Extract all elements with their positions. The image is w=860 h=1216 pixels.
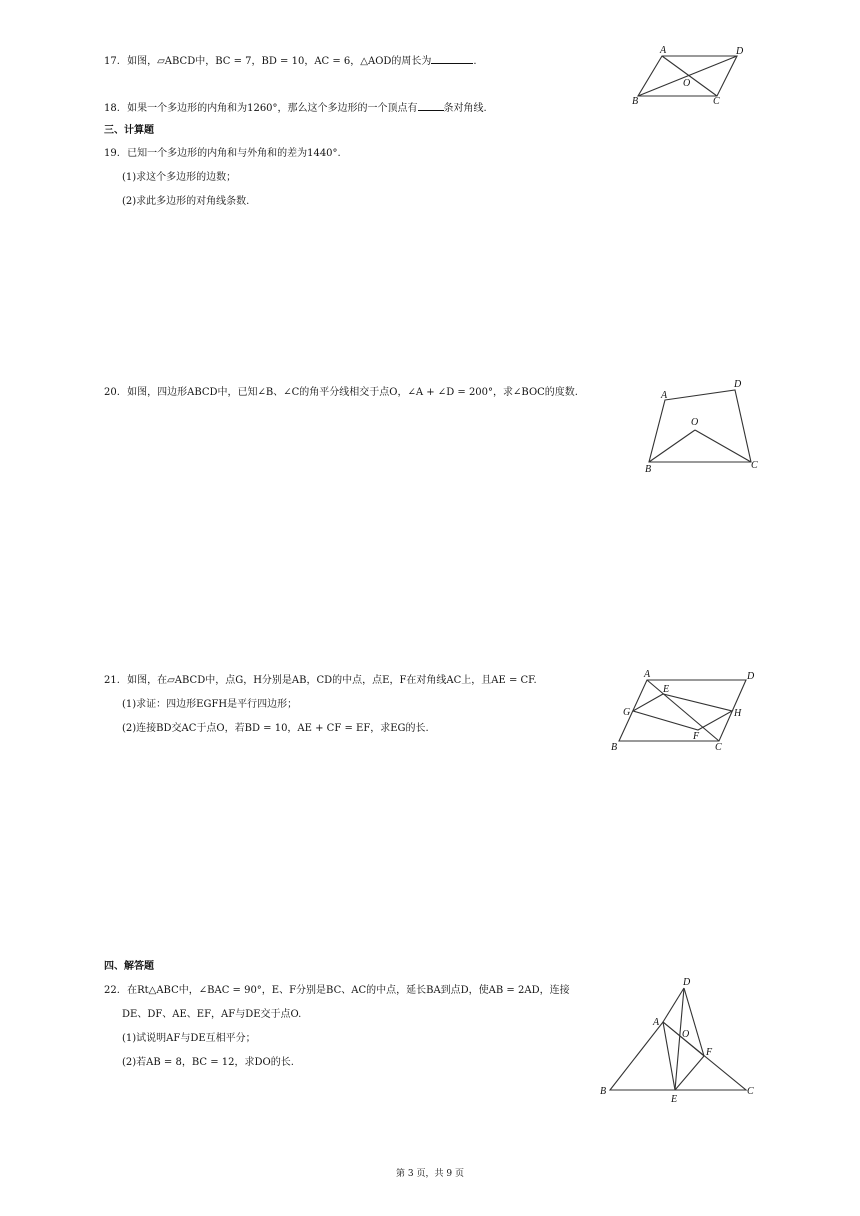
question-21-part-1: (1)求证：四边形EGFH是平行四边形； [122, 699, 298, 710]
label-E: E [663, 684, 670, 695]
question-19-part-1: (1)求这个多边形的边数； [122, 172, 237, 183]
question-text: 如图，在▱ABCD中，点G，H分别是AB，CD的中点，点E，F在对角线AC上，且AE = CF. [127, 675, 537, 686]
label-B: B [632, 96, 639, 107]
label-C: C [751, 460, 758, 471]
section-heading-4: 四、解答题 [104, 961, 154, 972]
page-footer: 第 3 页，共 9 页 [396, 1169, 464, 1179]
label-B: B [611, 742, 618, 753]
question-text: 如果一个多边形的内角和为1260°，那么这个多边形的一个顶点有 [127, 103, 418, 114]
question-18: 18. 如果一个多边形的内角和为1260°，那么这个多边形的一个顶点有 条对角线. [104, 100, 487, 116]
question-22-line-2: DE、DF、AE、EF，AF与DE交于点O. [122, 1009, 302, 1020]
label-F: F [706, 1047, 713, 1058]
question-number: 21. [104, 675, 120, 686]
label-D: D [734, 379, 742, 390]
question-20 [104, 386, 578, 400]
label-O: O [691, 417, 699, 428]
label-D: D [683, 977, 691, 988]
question-text: 如图，▱ABCD中，BC = 7，BD = 10，AC = 6，△AOD的周长为 [127, 56, 432, 67]
label-F: F [693, 731, 700, 742]
label-B: B [600, 1086, 607, 1097]
label-D: D [736, 46, 744, 57]
question-number: 22. [104, 985, 120, 996]
figure-22-triangle [596, 974, 766, 1106]
label-D: D [747, 671, 755, 682]
label-C: C [713, 96, 720, 107]
label-O: O [683, 78, 691, 89]
label-A: A [660, 45, 667, 56]
question-17: 17. 如图，▱ABCD中，BC = 7，BD = 10，AC = 6，△AOD的周长为 . [104, 53, 477, 69]
label-C: C [715, 742, 722, 753]
label-H: H [734, 708, 742, 719]
figure-17-parallelogram [630, 44, 760, 108]
question-22-part-1: (1)试说明AF与DE互相平分； [122, 1033, 256, 1044]
question-number: 17. [104, 56, 120, 67]
label-A: A [644, 669, 651, 680]
question-number: 19. [104, 148, 120, 159]
label-A: A [653, 1017, 660, 1028]
label-E: E [671, 1094, 678, 1105]
figure-20-quadrilateral [640, 376, 770, 476]
label-B: B [645, 464, 652, 475]
question-text: 在Rt△ABC中，∠BAC = 90°，E、F分别是BC、AC的中点，延长BA到点D，使AB = 2AD，连接 [127, 985, 570, 996]
label-A: A [661, 390, 668, 401]
question-number: 20. [104, 387, 120, 398]
answer-blank[interactable] [431, 53, 473, 64]
section-heading-3: 三、计算题 [104, 125, 154, 136]
question-number: 18. [104, 103, 120, 114]
label-O: O [682, 1029, 690, 1040]
label-C: C [747, 1086, 754, 1097]
question-text: 已知一个多边形的内角和与外角和的差为1440°. [127, 148, 341, 159]
question-21 [104, 674, 537, 688]
label-G: G [623, 707, 631, 718]
question-22-part-2: (2)若AB = 8，BC = 12，求DO的长. [122, 1057, 294, 1068]
question-21-part-2: (2)连接BD交AC于点O，若BD = 10，AE + CF = EF，求EG的长. [122, 723, 429, 734]
question-22 [104, 984, 570, 998]
figure-21-parallelogram [606, 668, 766, 754]
question-19-part-2: (2)求此多边形的对角线条数. [122, 196, 250, 207]
question-19 [104, 147, 341, 161]
answer-blank[interactable] [418, 100, 444, 111]
question-text: 如图，四边形ABCD中，已知∠B、∠C的角平分线相交于点O，∠A + ∠D = 200°，求∠BOC的度数. [127, 387, 578, 398]
